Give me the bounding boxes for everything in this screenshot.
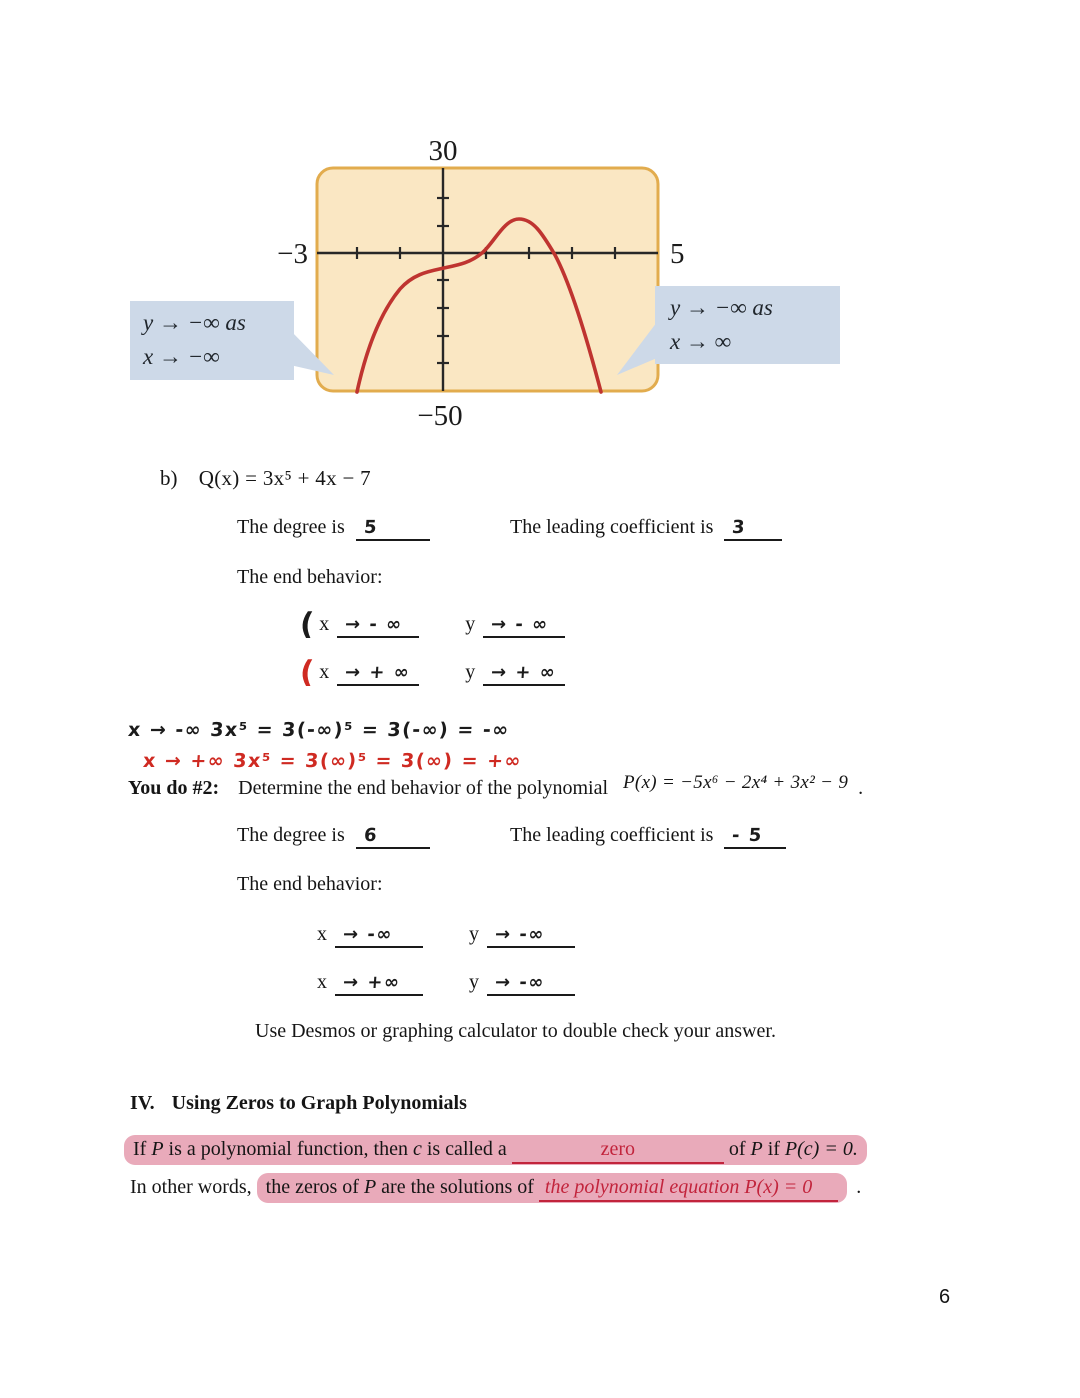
x-answer-handwritten: → -∞ bbox=[342, 924, 394, 945]
graph-svg bbox=[130, 122, 860, 442]
math-var-P: P bbox=[151, 1138, 164, 1160]
degree-blank bbox=[356, 825, 430, 849]
math-var-P: P bbox=[363, 1176, 377, 1198]
y-label: y bbox=[465, 613, 476, 635]
text-fragment: if bbox=[762, 1138, 785, 1160]
y-max-label: 30 bbox=[428, 135, 458, 167]
section-iv-title: Using Zeros to Graph Polynomials bbox=[171, 1092, 467, 1114]
you-do-2-prompt: Determine the end behavior of the polynomial bbox=[238, 777, 609, 799]
end-behavior-label-2: The end behavior: bbox=[237, 873, 383, 895]
degree-answer-handwritten: 6 bbox=[363, 825, 379, 846]
y-answer-handwritten: → + ∞ bbox=[490, 662, 558, 683]
text-fragment: is called a bbox=[421, 1138, 512, 1160]
coefficient-blank bbox=[724, 825, 786, 849]
x-max-label: 5 bbox=[670, 238, 685, 270]
callout-right-line1: y → −∞ as bbox=[670, 295, 773, 320]
x-blank bbox=[337, 614, 419, 638]
x-min-label: −3 bbox=[277, 238, 308, 270]
y-label: y bbox=[465, 661, 476, 683]
end-behavior-row-b2 bbox=[298, 655, 565, 690]
degree-field-2 bbox=[237, 824, 430, 849]
y-blank bbox=[483, 614, 565, 638]
x-answer-handwritten: → - ∞ bbox=[344, 614, 404, 635]
text-fragment: of bbox=[723, 1138, 751, 1160]
section-iv-heading bbox=[130, 1092, 467, 1115]
coefficient-blank bbox=[724, 517, 782, 541]
part-b-label: b) bbox=[160, 466, 178, 490]
text-fragment: the zeros of bbox=[265, 1176, 364, 1198]
callout-right-line2: x → ∞ bbox=[670, 329, 732, 354]
degree-blank bbox=[356, 517, 430, 541]
x-label: x bbox=[317, 923, 327, 945]
end-behavior-row-b1 bbox=[298, 607, 565, 642]
math-expression: P(c) = 0. bbox=[784, 1138, 858, 1160]
math-var-c: c bbox=[412, 1138, 422, 1160]
highlighted-phrase bbox=[257, 1173, 848, 1203]
text-fragment: is a polynomial function, then bbox=[163, 1138, 413, 1160]
text-fragment: If bbox=[133, 1138, 152, 1160]
page-number: 6 bbox=[939, 1286, 951, 1308]
y-blank bbox=[487, 972, 575, 996]
sentence-period: . bbox=[856, 1176, 862, 1198]
coefficient-label: The leading coefficient is bbox=[510, 516, 714, 538]
section-iv-numeral: IV. bbox=[130, 1092, 155, 1114]
y-label: y bbox=[469, 971, 479, 993]
highlighted-sentence bbox=[124, 1135, 867, 1165]
x-blank bbox=[335, 972, 423, 996]
desmos-note: Use Desmos or graphing calculator to double check your answer. bbox=[255, 1020, 776, 1042]
y-blank bbox=[487, 924, 575, 948]
y-answer-handwritten: → -∞ bbox=[494, 972, 546, 993]
solutions-answer: the polynomial equation P(x) = 0 bbox=[539, 1176, 838, 1202]
handwritten-paren: ( bbox=[298, 607, 317, 642]
coefficient-label: The leading coefficient is bbox=[510, 824, 714, 846]
y-blank bbox=[483, 662, 565, 686]
y-answer-handwritten: → -∞ bbox=[494, 924, 546, 945]
y-label: y bbox=[469, 923, 479, 945]
zero-answer-blank bbox=[512, 1138, 724, 1164]
coefficient-answer-handwritten: 3 bbox=[731, 517, 748, 538]
handwritten-work-red: x → +∞ 3x⁵ = 3(∞)⁵ = 3(∞) = +∞ bbox=[142, 750, 523, 772]
zeros-solutions-line bbox=[130, 1176, 861, 1199]
handwritten-paren-red: ( bbox=[298, 655, 317, 690]
x-answer-handwritten: → + ∞ bbox=[344, 662, 412, 683]
end-behavior-graph-figure bbox=[130, 122, 860, 442]
zero-answer: zero bbox=[600, 1138, 636, 1160]
end-behavior-row-2b bbox=[317, 971, 575, 996]
handwritten-work-black: x → -∞ 3x⁵ = 3(-∞)⁵ = 3(-∞) = -∞ bbox=[127, 719, 511, 741]
you-do-2-equation: P(x) = −5x⁶ − 2x⁴ + 3x² − 9 bbox=[623, 772, 849, 793]
x-label: x bbox=[317, 971, 327, 993]
you-do-2-line bbox=[128, 772, 864, 800]
callout-left-line2: x → −∞ bbox=[143, 344, 220, 369]
zero-definition-line bbox=[124, 1138, 867, 1164]
degree-label: The degree is bbox=[237, 824, 345, 846]
degree-field-b bbox=[237, 516, 430, 541]
part-b-line bbox=[160, 466, 371, 491]
coefficient-answer-handwritten: - 5 bbox=[731, 825, 764, 846]
text-fragment: are the solutions of bbox=[376, 1176, 539, 1198]
math-var-P: P bbox=[750, 1138, 763, 1160]
callout-left bbox=[130, 301, 334, 380]
y-min-label: −50 bbox=[417, 400, 463, 432]
degree-answer-handwritten: 5 bbox=[363, 517, 379, 538]
callout-left-line1: y → −∞ as bbox=[143, 310, 246, 335]
x-label: x bbox=[319, 613, 330, 635]
end-behavior-label-b: The end behavior: bbox=[237, 566, 383, 588]
part-b-equation: Q(x) = 3x⁵ + 4x − 7 bbox=[198, 466, 371, 490]
sentence-period: . bbox=[858, 777, 864, 799]
leading-coefficient-field-b bbox=[510, 516, 782, 541]
degree-label: The degree is bbox=[237, 516, 345, 538]
y-answer-handwritten: → - ∞ bbox=[490, 614, 550, 635]
x-blank bbox=[335, 924, 423, 948]
text-fragment: In other words, bbox=[130, 1176, 257, 1198]
plot-area bbox=[317, 168, 658, 391]
x-label: x bbox=[319, 661, 330, 683]
x-answer-handwritten: → +∞ bbox=[342, 972, 402, 993]
you-do-2-label: You do #2: bbox=[128, 777, 220, 799]
x-blank bbox=[337, 662, 419, 686]
end-behavior-row-2a bbox=[317, 923, 575, 948]
leading-coefficient-field-2 bbox=[510, 824, 786, 849]
